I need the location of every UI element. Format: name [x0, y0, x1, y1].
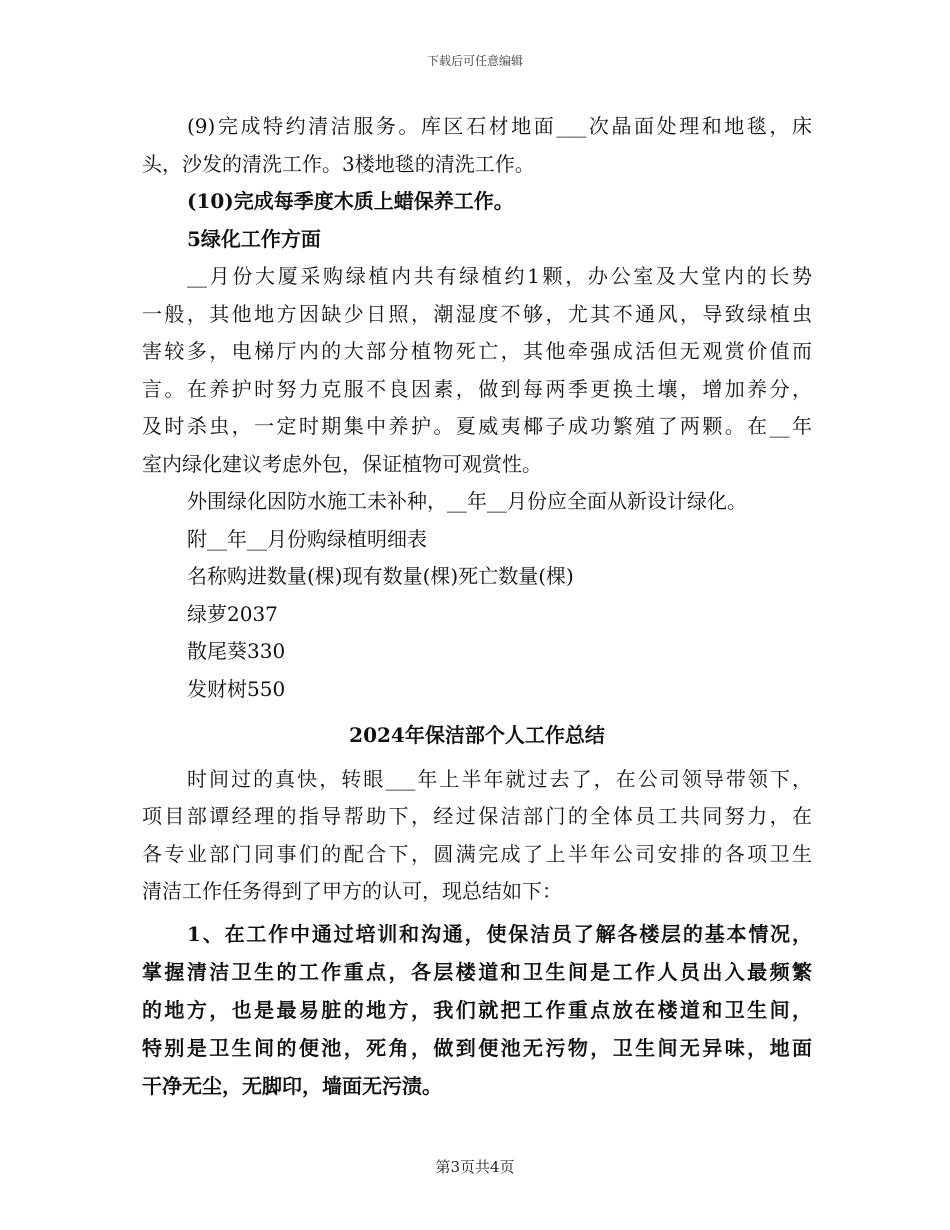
- intro-line-4: 清洁工作任务得到了甲方的认可，现总结如下：: [142, 879, 562, 903]
- point-1-line-1: 1、在工作中通过培训和沟通，使保洁员了解各楼层的基本情况，: [187, 921, 812, 946]
- intro-line-1: 时间过的真快，转眼___年上半年就过去了，在公司领导带领下，: [187, 766, 812, 791]
- point-1-line-2: 掌握清洁卫生的工作重点，各层楼道和卫生间是工作人员出入最频繁: [142, 959, 812, 984]
- greening-para-line-2: 一般，其他地方因缺少日照，潮湿度不够，尤其不通风，导致绿植虫: [142, 301, 812, 326]
- plant-table-header: 名称购进数量(棵)现有数量(棵)死亡数量(棵): [187, 564, 574, 588]
- plant-table-title: 附__年__月份购绿植明细表: [187, 526, 427, 551]
- greening-para-line-1: __月份大厦采购绿植内共有绿植约1颗，办公室及大堂内的长势: [187, 264, 812, 288]
- greening-para-line-3: 害较多，电梯厅内的大部分植物死亡，其他牵强成活但无观赏价值而: [142, 339, 812, 363]
- intro-line-2: 项目部谭经理的指导帮助下，经过保洁部门的全体员工共同努力，在: [142, 804, 812, 828]
- item-9-line-2: 头，沙发的清洗工作。3楼地毯的清洗工作。: [142, 151, 535, 176]
- point-1-line-3: 的地方，也是最易脏的地方，我们就把工作重点放在楼道和卫生间，: [142, 997, 812, 1022]
- document-body: [142, 108, 812, 1105]
- page-header: 下载后可任意编辑: [426, 54, 523, 68]
- plant-table-row: 散尾葵330: [187, 639, 286, 663]
- greening-para-line-6: 室内绿化建议考虑外包，保证植物可观赏性。: [142, 451, 542, 476]
- page-number: 第3页共4页: [435, 1158, 515, 1176]
- plant-table-row: 发财树550: [187, 676, 286, 701]
- intro-line-3: 各专业部门同事们的配合下，圆满完成了上半年公司安排的各项卫生: [142, 841, 812, 866]
- outdoor-greening-para: 外围绿化因防水施工未补种，__年__月份应全面从新设计绿化。: [187, 489, 747, 513]
- greening-para-line-5: 及时杀虫，一定时期集中养护。夏威夷椰子成功繁殖了两颗。在__年: [142, 414, 812, 438]
- section-heading-greening: 5绿化工作方面: [187, 226, 321, 251]
- document-title: 2024年保洁部个人工作总结: [349, 723, 605, 747]
- point-1-line-4: 特别是卫生间的便池，死角，做到便池无污物，卫生间无异味，地面: [142, 1035, 812, 1060]
- plant-table-row: 绿萝2037: [187, 601, 278, 626]
- item-9-line-1: (9)完成特约清洁服务。库区石材地面___次晶面处理和地毯，床: [187, 114, 812, 138]
- point-1-line-5: 干净无尘，无脚印，墙面无污渍。: [142, 1073, 442, 1098]
- greening-para-line-4: 言。在养护时努力克服不良因素，做到每两季更换土壤，增加养分，: [142, 376, 812, 401]
- item-10: (10)完成每季度木质上蜡保养工作。: [187, 189, 514, 213]
